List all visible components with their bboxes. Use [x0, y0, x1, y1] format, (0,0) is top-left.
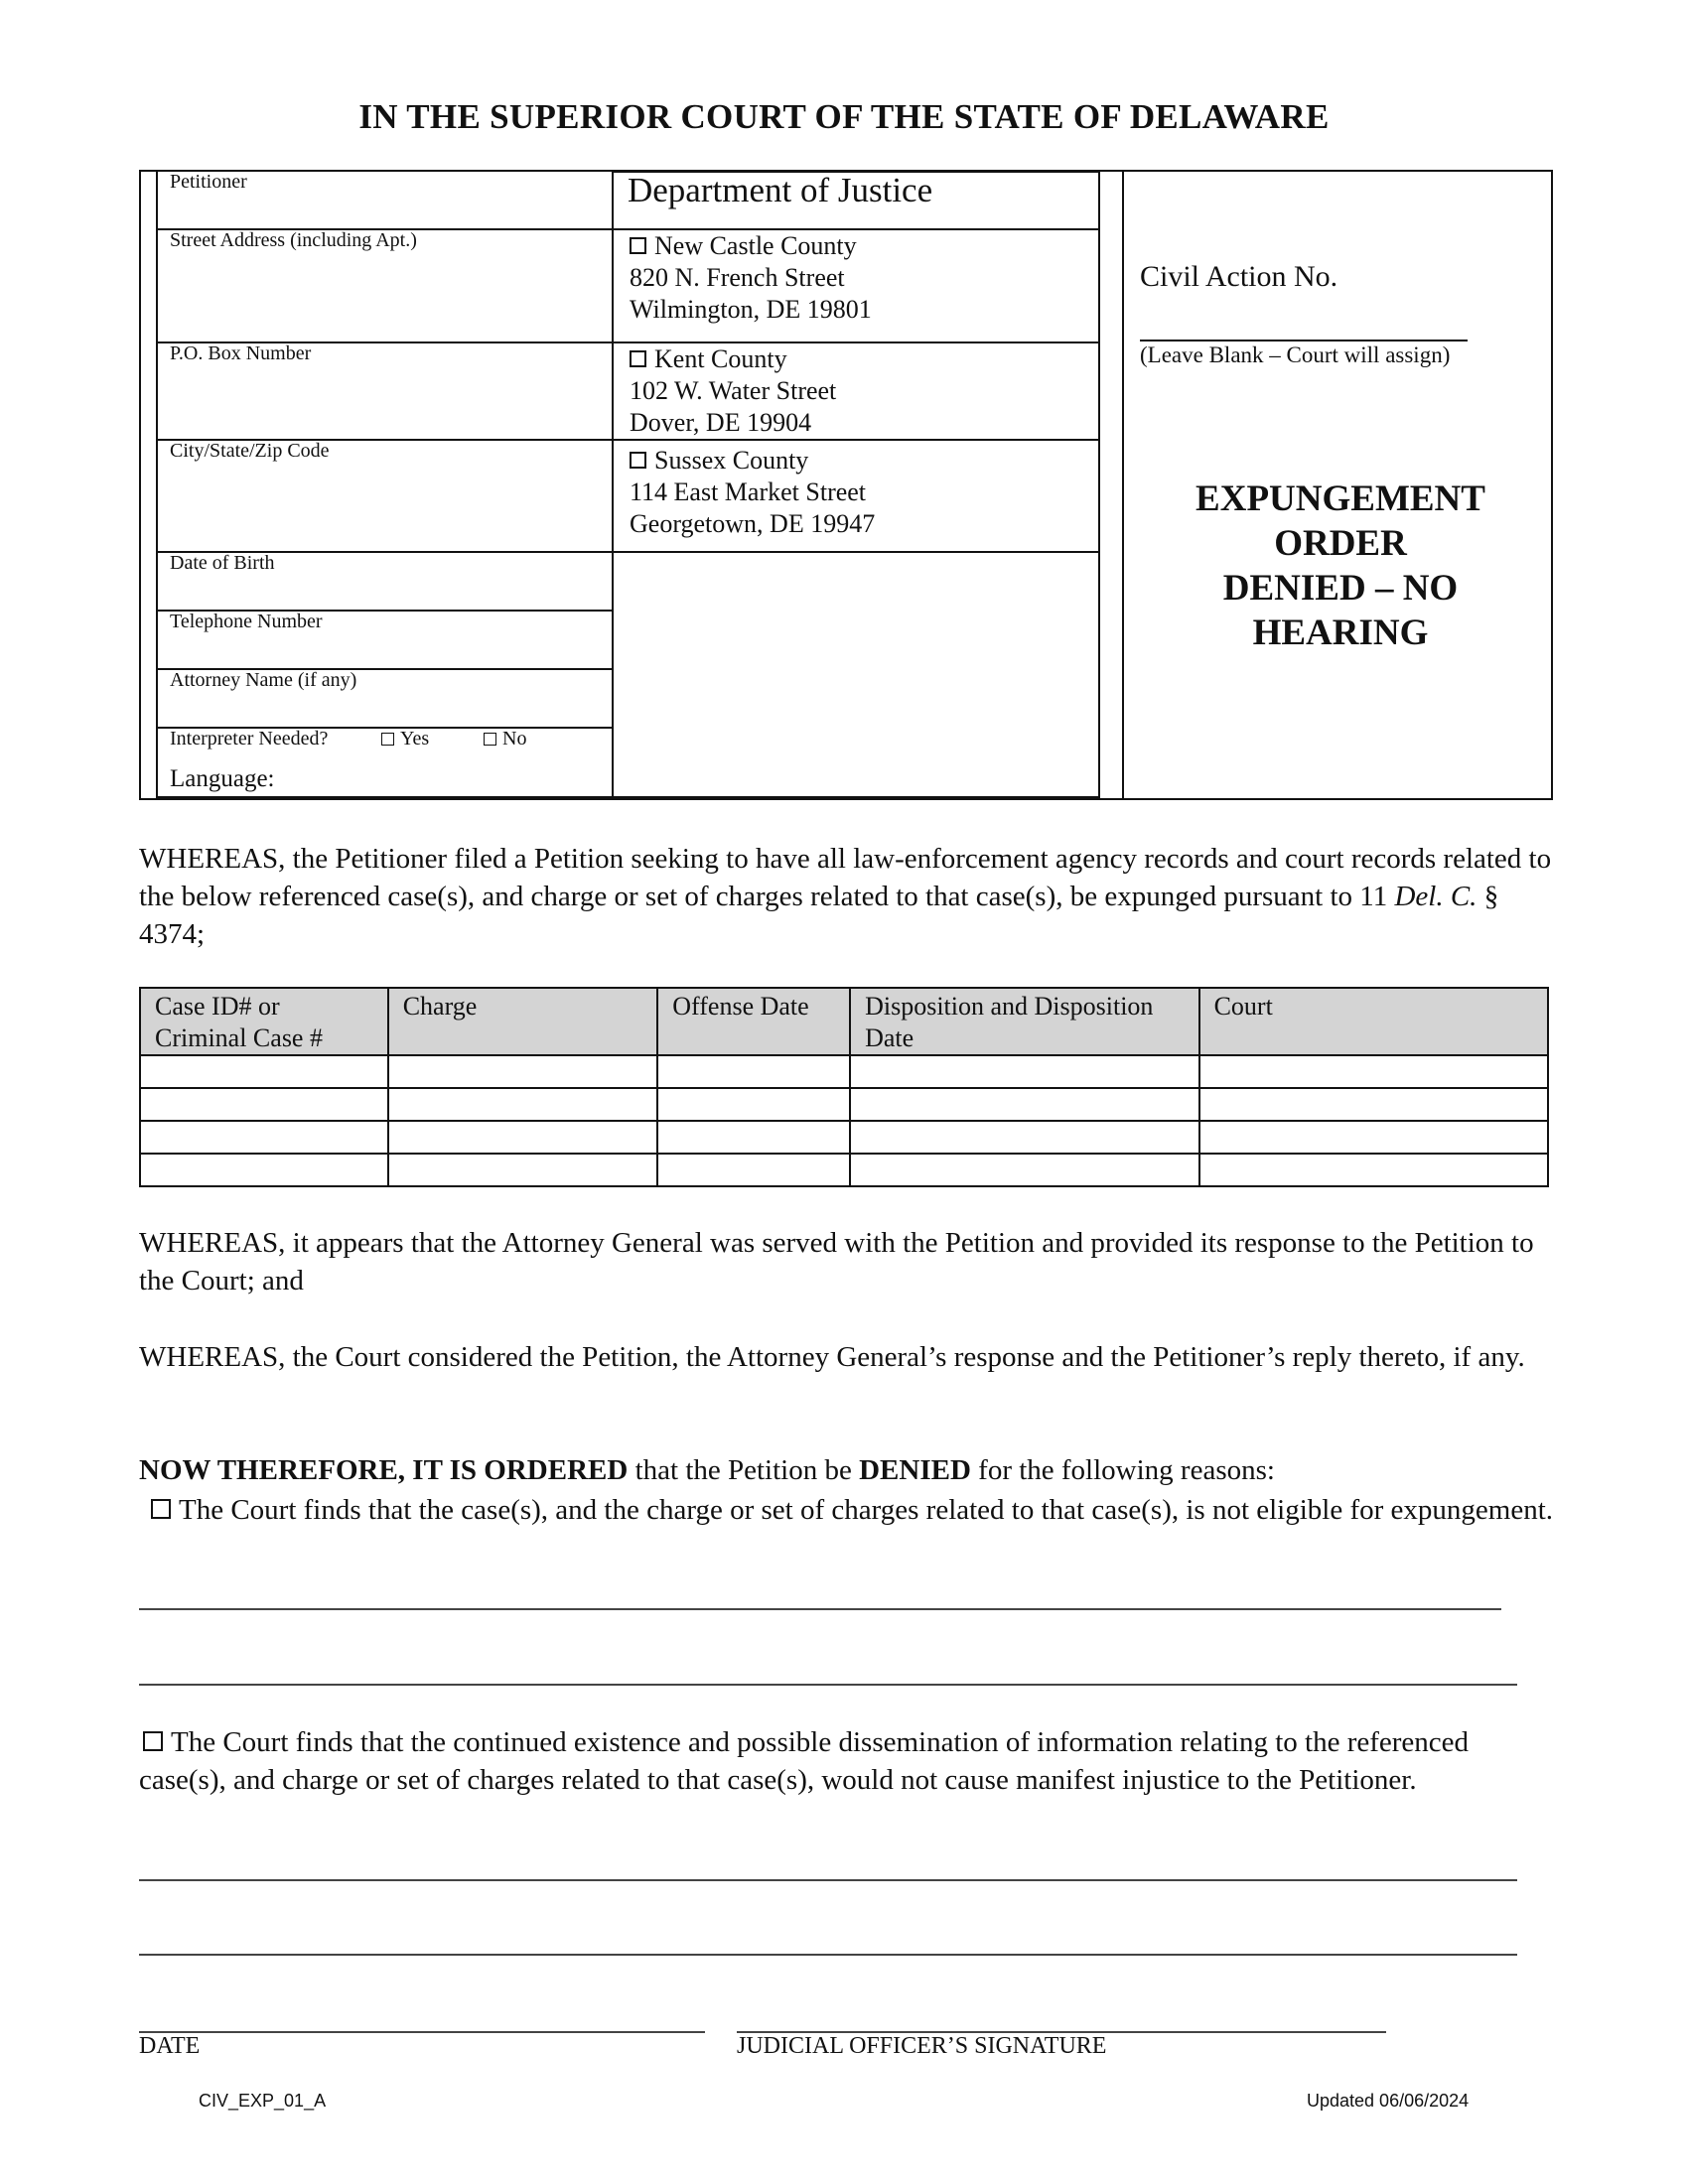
table-cell[interactable]: [850, 1055, 1199, 1088]
yes-label: Yes: [400, 728, 430, 750]
table-cell[interactable]: [140, 1121, 388, 1154]
street-address-label: Street Address (including Apt.): [170, 229, 417, 251]
whereas-paragraph-1: WHEREAS, the Petitioner filed a Petition seeking to have all law-enforcement agency records and court records related to the below referenced case(s), and charge or set of charges related to that case(s), be expunged pursuant to 11 Del. C. § 4374;: [139, 843, 1552, 950]
civil-action-label: Civil Action No.: [1140, 260, 1338, 293]
table-header-row: [140, 988, 1548, 1055]
column-header: Case ID# or Criminal Case #: [140, 988, 388, 1055]
office-new-castle: [630, 230, 872, 326]
caption-divider: [156, 170, 158, 800]
table-cell[interactable]: [388, 1055, 658, 1088]
civil-action-line: [1140, 340, 1468, 341]
table-cell[interactable]: [388, 1154, 658, 1186]
telephone-label: Telephone Number: [170, 611, 323, 632]
order-title: EXPUNGEMENT ORDER DENIED – NO HEARING: [1196, 478, 1485, 653]
office-city: Georgetown, DE 19947: [630, 509, 876, 538]
table-cell[interactable]: [388, 1088, 658, 1121]
checkbox-icon[interactable]: [630, 350, 646, 367]
whereas-paragraph-3: WHEREAS, the Court considered the Petition, the Attorney General’s response and the Petitioner’s reply thereto, if any.: [139, 1341, 1525, 1373]
reason-1-line[interactable]: [139, 1684, 1517, 1686]
reason-2-line[interactable]: [139, 1879, 1517, 1881]
caption-divider: [612, 170, 614, 800]
table-cell[interactable]: [388, 1121, 658, 1154]
office-sussex: [630, 445, 875, 540]
date-label: DATE: [139, 2033, 201, 2059]
interpreter-yes-option[interactable]: [381, 728, 429, 751]
table-row: [140, 1088, 1548, 1121]
table-row: [140, 1055, 1548, 1088]
table-cell[interactable]: [850, 1154, 1199, 1186]
interpreter-label: Interpreter Needed?: [170, 728, 329, 750]
attorney-label: Attorney Name (if any): [170, 669, 357, 691]
civil-action-note: (Leave Blank – Court will assign): [1140, 342, 1451, 367]
county-option[interactable]: New Castle County: [630, 230, 872, 262]
form-code: CIV_EXP_01_A: [199, 2091, 327, 2111]
checkbox-icon[interactable]: [484, 733, 496, 746]
checkbox-icon[interactable]: [143, 1731, 163, 1751]
county-option[interactable]: Kent County: [630, 343, 836, 375]
caption-divider: [1098, 170, 1100, 800]
checkbox-icon[interactable]: [381, 733, 394, 746]
table-cell[interactable]: [657, 1154, 850, 1186]
department-name: Department of Justice: [628, 171, 933, 209]
table-cell[interactable]: [140, 1055, 388, 1088]
column-header: Charge: [388, 988, 658, 1055]
office-city: Wilmington, DE 19801: [630, 295, 872, 324]
column-header: Court: [1199, 988, 1548, 1055]
office-city: Dover, DE 19904: [630, 408, 812, 437]
table-cell[interactable]: [140, 1088, 388, 1121]
caption-divider: [156, 551, 1100, 553]
table-cell[interactable]: [657, 1088, 850, 1121]
table-cell[interactable]: [1199, 1055, 1548, 1088]
office-kent: [630, 343, 836, 439]
checkbox-icon[interactable]: [630, 452, 646, 469]
interpreter-no-option[interactable]: [484, 728, 526, 751]
petitioner-label: Petitioner: [170, 171, 247, 193]
court-title: IN THE SUPERIOR COURT OF THE STATE OF DELAWARE: [358, 97, 1330, 136]
date-line[interactable]: [139, 2031, 705, 2033]
reason-1: The Court finds that the case(s), and the charge or set of charges related to that case(s), is not eligible for expungement.: [139, 1491, 1559, 1529]
order-statement: NOW THEREFORE, IT IS ORDERED that the Petition be DENIED for the following reasons:: [139, 1454, 1275, 1486]
table-row: [140, 1154, 1548, 1186]
reason-2: The Court finds that the continued existence and possible dissemination of information relating to the referenced case(s), and charge or set of charges related to that case(s), would not cause manifest injustice to the Petitioner.: [139, 1726, 1470, 1796]
table-cell[interactable]: [657, 1055, 850, 1088]
table-cell[interactable]: [1199, 1154, 1548, 1186]
table-cell[interactable]: [850, 1121, 1199, 1154]
column-header: Offense Date: [657, 988, 850, 1055]
reason-1-line[interactable]: [139, 1608, 1501, 1610]
whereas-paragraph-2: WHEREAS, it appears that the Attorney General was served with the Petition and provided its response to the Petition to the Court; and: [139, 1227, 1534, 1297]
checkbox-icon[interactable]: [151, 1499, 171, 1519]
table-row: [140, 1121, 1548, 1154]
table-cell[interactable]: [140, 1154, 388, 1186]
county-option[interactable]: Sussex County: [630, 445, 875, 477]
table-cell[interactable]: [850, 1088, 1199, 1121]
table-cell[interactable]: [1199, 1121, 1548, 1154]
updated-date: Updated 06/06/2024: [1307, 2091, 1470, 2111]
caption-divider: [1122, 170, 1124, 800]
case-table: [139, 987, 1549, 1187]
table-cell[interactable]: [657, 1121, 850, 1154]
office-street: 114 East Market Street: [630, 478, 867, 506]
officer-signature-label: JUDICIAL OFFICER’S SIGNATURE: [737, 2033, 1107, 2059]
office-street: 102 W. Water Street: [630, 376, 837, 405]
po-box-label: P.O. Box Number: [170, 342, 312, 364]
table-cell[interactable]: [1199, 1088, 1548, 1121]
caption-divider: [156, 796, 1100, 798]
office-street: 820 N. French Street: [630, 263, 845, 292]
language-label: Language:: [170, 765, 275, 792]
checkbox-icon[interactable]: [630, 237, 646, 254]
date-of-birth-label: Date of Birth: [170, 552, 275, 574]
no-label: No: [502, 728, 527, 750]
city-state-zip-label: City/State/Zip Code: [170, 440, 330, 462]
reason-2-line[interactable]: [139, 1954, 1517, 1956]
column-header: Disposition and Disposition Date: [850, 988, 1199, 1055]
